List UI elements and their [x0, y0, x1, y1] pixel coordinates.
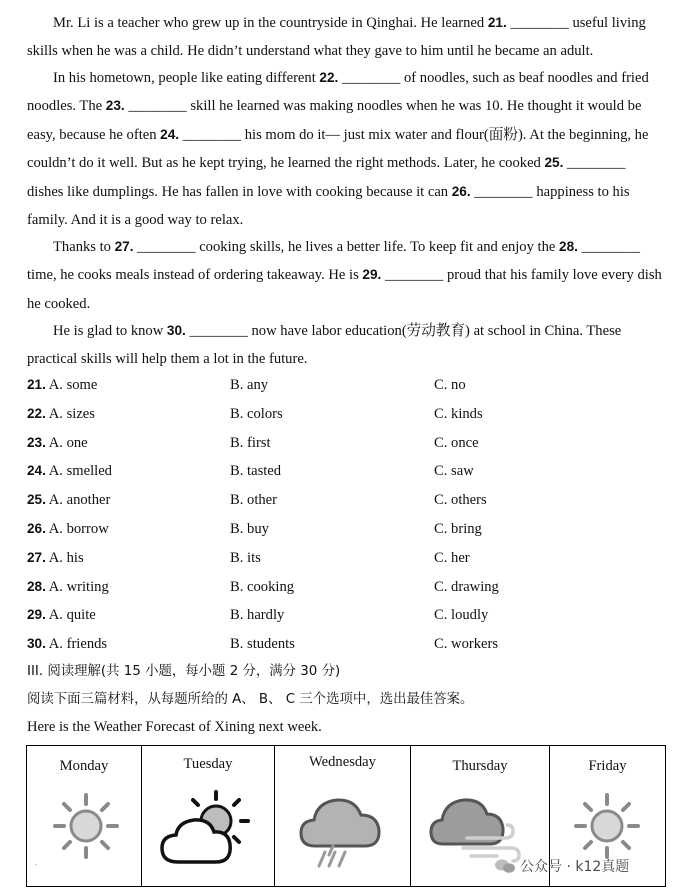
forecast-intro: Here is the Weather Forecast of Xining next week.: [27, 719, 322, 735]
day-name: Monday: [59, 758, 109, 774]
forecast-day-tuesday: [142, 746, 275, 886]
option-c: C. once: [434, 435, 479, 451]
option-b: B. its: [230, 550, 261, 566]
forecast-day-wednesday: [275, 746, 411, 886]
option-a: A. his: [48, 550, 84, 566]
question-options-27: 27. A. his B. its C. her: [27, 544, 667, 573]
option-c: C. loudly: [434, 607, 489, 623]
blank-number: 21.: [487, 15, 507, 30]
option-a: A. sizes: [48, 406, 95, 422]
option-b: B. students: [230, 636, 295, 652]
question-options-23: 23. A. one B. first C. once: [27, 429, 667, 458]
option-c: C. saw: [434, 463, 474, 479]
option-a: A. some: [48, 377, 98, 393]
option-a: A. quite: [48, 607, 96, 623]
question-options-29: 29. A. quite B. hardly C. loudly: [27, 601, 667, 630]
option-a: A. another: [48, 492, 111, 508]
day-name: Friday: [588, 758, 627, 774]
option-c: C. workers: [434, 636, 499, 652]
option-b: B. any: [230, 377, 269, 393]
option-c: C. kinds: [434, 406, 483, 422]
option-c: C. no: [434, 377, 466, 393]
section-instruction: 阅读下面三篇材料，从每题所给的 A、 B、 C 三个选项中，选出最佳答案。: [27, 692, 474, 707]
wechat-icon: [494, 858, 516, 874]
option-a: A. borrow: [48, 521, 109, 537]
partly-cloudy-icon: [156, 786, 256, 870]
option-c: C. drawing: [434, 579, 499, 595]
watermark: [494, 856, 629, 876]
question-options-26: 26. A. borrow B. buy C. bring: [27, 515, 667, 544]
watermark-text: 公众号 · k12真题: [520, 859, 630, 875]
sun-icon: [572, 791, 642, 861]
option-b: B. buy: [230, 521, 269, 537]
sun-icon: [51, 791, 121, 861]
option-c: C. others: [434, 492, 487, 508]
forecast-day-monday: Monday .: [27, 746, 142, 886]
question-options-22: 22. A. sizes B. colors C. kinds: [27, 400, 667, 429]
option-b: B. colors: [230, 406, 283, 422]
passage-paragraph-2: In his hometown, people like eating different 22. ________ of noodles, such as beaf noodles and fried noodles. The 23. ________ skill he learned was making noodles when he was 10. He thought it would be easy, because he often 24. ________ his mom do it— just mix water and flour(面粉). At the beginning, he couldn’t do it well. But as he kept trying, he learned the right methods. Later, he cooked 25. ________ dishes like dumplings. He has fallen in love with cooking because it can 26. ________ happiness to his family. And it is a good way to relax.: [27, 70, 649, 229]
passage-paragraph-1: Mr. Li is a teacher who grew up in the countryside in Qinghai. He learned 21. ________ useful living skills when he was a child. He didn’t understand what they gave to him until he became an adult.: [27, 15, 646, 60]
option-a: A. friends: [48, 636, 108, 652]
blank-number: 29.: [362, 267, 382, 283]
day-name: Thursday: [452, 758, 508, 774]
blank-number: 23.: [105, 98, 125, 114]
blank-number: 24.: [160, 126, 180, 142]
option-b: B. other: [230, 492, 278, 508]
rain-cloud-icon: [297, 788, 387, 872]
option-b: B. first: [230, 435, 271, 451]
blank-number: 22.: [319, 70, 339, 85]
blank-number: 25.: [544, 155, 564, 171]
passage-paragraph-3: Thanks to 27. ________ cooking skills, he lives a better life. To keep fit and enjoy the 28. ________ time, he cooks meals instead of ordering takeaway. He is 29. ________ proud that his family love every dish he cooked.: [27, 239, 662, 312]
section-heading: III. 阅读理解(共 15 小题，每小题 2 分，满分 30 分): [27, 664, 341, 679]
passage-paragraph-4: He is glad to know 30. ________ now have labor education(劳动教育) at school in China. These practical skills will help them a lot in the future.: [27, 323, 622, 368]
blank-number: 27.: [114, 239, 134, 254]
option-a: A. smelled: [48, 463, 112, 479]
option-b: B. cooking: [230, 579, 295, 595]
option-a: A. writing: [48, 579, 109, 595]
option-c: C. her: [434, 550, 470, 566]
option-c: C. bring: [434, 521, 482, 537]
day-name: Wednesday: [309, 754, 376, 770]
option-a: A. one: [48, 435, 88, 451]
option-b: B. tasted: [230, 463, 282, 479]
question-options-28: 28. A. writing B. cooking C. drawing: [27, 573, 667, 602]
blank-number: 30.: [166, 323, 186, 338]
blank-number: 26.: [451, 183, 471, 199]
question-options-25: 25. A. another B. other C. others: [27, 486, 667, 515]
day-name: Tuesday: [183, 756, 233, 772]
blank-number: 28.: [559, 239, 578, 254]
question-options-24: 24. A. smelled B. tasted C. saw: [27, 457, 667, 486]
option-b: B. hardly: [230, 607, 285, 623]
question-options-21: 21. A. some B. any C. no: [27, 371, 667, 400]
question-options-30: 30. A. friends B. students C. workers: [27, 630, 667, 659]
